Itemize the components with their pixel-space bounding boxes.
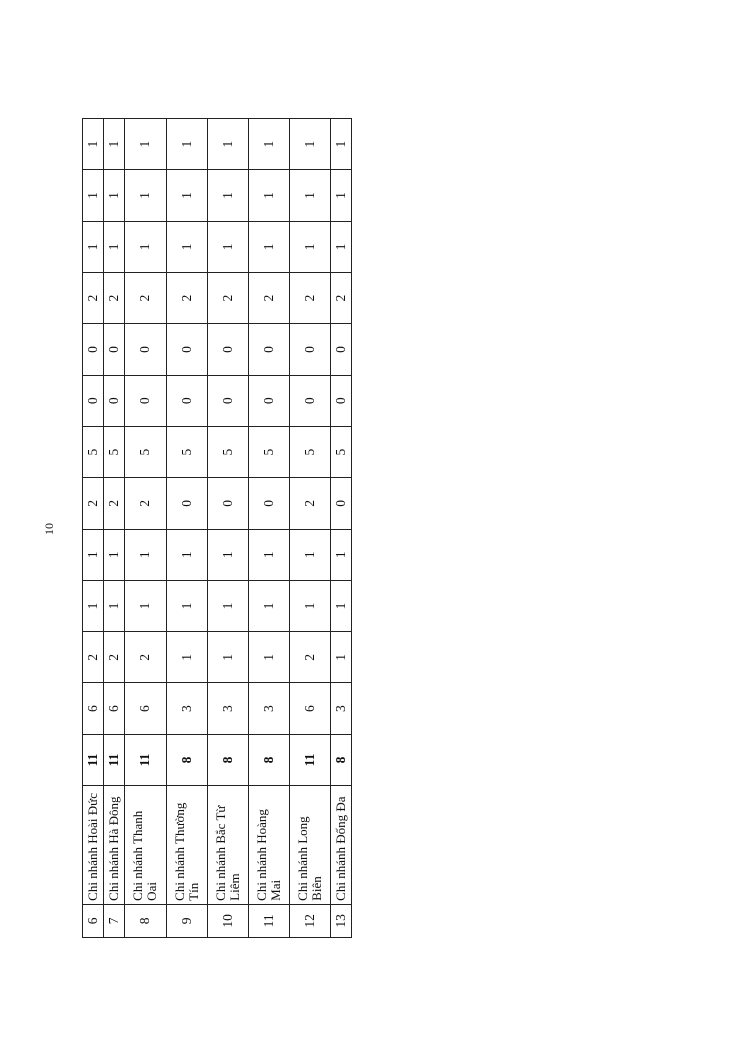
value-cell: 0 <box>83 324 104 375</box>
value-cell: 0 <box>166 375 207 426</box>
page-number: 10 <box>42 523 56 535</box>
value-cell: 1 <box>248 170 289 221</box>
value-cell: 0 <box>248 324 289 375</box>
value-cell: 0 <box>289 324 330 375</box>
table-row <box>248 119 289 938</box>
value-cell: 2 <box>166 272 207 323</box>
value-cell: 0 <box>125 324 166 375</box>
value-cell: 0 <box>248 478 289 529</box>
value-cell: 6 <box>83 683 104 734</box>
value-cell: 1 <box>207 632 248 683</box>
value-cell: 0 <box>83 375 104 426</box>
value-cell: 5 <box>104 426 125 477</box>
staff-table <box>82 118 352 938</box>
value-cell: 3 <box>166 683 207 734</box>
value-cell: 1 <box>83 119 104 170</box>
row-index-cell: 11 <box>248 904 289 937</box>
value-cell: 1 <box>166 221 207 272</box>
value-cell: 0 <box>330 324 351 375</box>
value-cell: 5 <box>248 426 289 477</box>
value-cell: 1 <box>104 529 125 580</box>
value-cell: 2 <box>125 478 166 529</box>
value-cell: 0 <box>207 324 248 375</box>
value-cell: 2 <box>289 632 330 683</box>
value-cell: 3 <box>207 683 248 734</box>
branch-name-cell: Chi nhánh Bắc Từ Liêm <box>207 786 248 905</box>
value-cell: 2 <box>125 632 166 683</box>
value-cell: 1 <box>330 580 351 631</box>
value-cell: 2 <box>104 632 125 683</box>
value-cell: 1 <box>104 580 125 631</box>
value-cell: 1 <box>330 632 351 683</box>
value-cell: 1 <box>125 529 166 580</box>
value-cell: 2 <box>83 632 104 683</box>
table-row <box>330 119 351 938</box>
value-cell: 1 <box>248 529 289 580</box>
total-value-cell: 8 <box>166 734 207 785</box>
value-cell: 0 <box>248 375 289 426</box>
value-cell: 2 <box>83 478 104 529</box>
branch-name-cell: Chi nhánh Đống Đa <box>330 786 351 905</box>
value-cell: 1 <box>330 170 351 221</box>
value-cell: 5 <box>207 426 248 477</box>
value-cell: 1 <box>330 529 351 580</box>
value-cell: 0 <box>289 375 330 426</box>
value-cell: 0 <box>104 324 125 375</box>
value-cell: 1 <box>289 221 330 272</box>
value-cell: 5 <box>330 426 351 477</box>
total-value-cell: 8 <box>207 734 248 785</box>
value-cell: 3 <box>248 683 289 734</box>
value-cell: 1 <box>166 119 207 170</box>
value-cell: 1 <box>207 580 248 631</box>
table-row <box>83 119 104 938</box>
table-row <box>207 119 248 938</box>
staff-table-container <box>82 118 352 938</box>
value-cell: 1 <box>248 119 289 170</box>
branch-name-cell: Chi nhánh Thường Tín <box>166 786 207 905</box>
value-cell: 1 <box>83 221 104 272</box>
value-cell: 0 <box>125 375 166 426</box>
table-row <box>104 119 125 938</box>
staff-table-body <box>83 119 352 938</box>
row-index-cell: 13 <box>330 904 351 937</box>
branch-name-cell: Chi nhánh Hà Đông <box>104 786 125 905</box>
branch-name-cell: Chi nhánh Hoài Đức <box>83 786 104 905</box>
value-cell: 1 <box>289 119 330 170</box>
value-cell: 6 <box>125 683 166 734</box>
value-cell: 1 <box>104 119 125 170</box>
value-cell: 1 <box>104 170 125 221</box>
value-cell: 1 <box>330 119 351 170</box>
value-cell: 2 <box>83 272 104 323</box>
value-cell: 0 <box>330 478 351 529</box>
branch-name-cell: Chi nhánh Long Biên <box>289 786 330 905</box>
value-cell: 6 <box>289 683 330 734</box>
value-cell: 2 <box>289 272 330 323</box>
total-value-cell: 11 <box>289 734 330 785</box>
value-cell: 1 <box>289 170 330 221</box>
value-cell: 0 <box>330 375 351 426</box>
total-value-cell: 8 <box>248 734 289 785</box>
value-cell: 0 <box>104 375 125 426</box>
value-cell: 1 <box>207 529 248 580</box>
total-value-cell: 8 <box>330 734 351 785</box>
value-cell: 2 <box>125 272 166 323</box>
value-cell: 1 <box>104 221 125 272</box>
value-cell: 1 <box>248 221 289 272</box>
table-row <box>166 119 207 938</box>
value-cell: 5 <box>125 426 166 477</box>
value-cell: 1 <box>166 529 207 580</box>
value-cell: 1 <box>166 170 207 221</box>
row-index-cell: 7 <box>104 904 125 937</box>
value-cell: 2 <box>330 272 351 323</box>
value-cell: 1 <box>207 119 248 170</box>
value-cell: 5 <box>289 426 330 477</box>
value-cell: 2 <box>104 272 125 323</box>
branch-name-cell: Chi nhánh Thanh Oai <box>125 786 166 905</box>
table-row <box>289 119 330 938</box>
value-cell: 2 <box>104 478 125 529</box>
row-index-cell: 9 <box>166 904 207 937</box>
value-cell: 1 <box>207 170 248 221</box>
value-cell: 5 <box>83 426 104 477</box>
value-cell: 2 <box>289 478 330 529</box>
value-cell: 1 <box>248 580 289 631</box>
value-cell: 1 <box>166 580 207 631</box>
value-cell: 2 <box>207 272 248 323</box>
table-row <box>125 119 166 938</box>
value-cell: 1 <box>83 170 104 221</box>
value-cell: 2 <box>248 272 289 323</box>
value-cell: 1 <box>125 221 166 272</box>
value-cell: 1 <box>248 632 289 683</box>
row-index-cell: 10 <box>207 904 248 937</box>
branch-name-cell: Chi nhánh Hoàng Mai <box>248 786 289 905</box>
value-cell: 1 <box>330 221 351 272</box>
value-cell: 1 <box>289 529 330 580</box>
row-index-cell: 6 <box>83 904 104 937</box>
value-cell: 1 <box>125 580 166 631</box>
value-cell: 1 <box>166 632 207 683</box>
total-value-cell: 11 <box>104 734 125 785</box>
row-index-cell: 12 <box>289 904 330 937</box>
value-cell: 1 <box>83 529 104 580</box>
value-cell: 1 <box>125 119 166 170</box>
total-value-cell: 11 <box>83 734 104 785</box>
value-cell: 3 <box>330 683 351 734</box>
value-cell: 0 <box>166 478 207 529</box>
value-cell: 1 <box>289 580 330 631</box>
value-cell: 1 <box>83 580 104 631</box>
value-cell: 5 <box>166 426 207 477</box>
value-cell: 1 <box>207 221 248 272</box>
row-index-cell: 8 <box>125 904 166 937</box>
total-value-cell: 11 <box>125 734 166 785</box>
value-cell: 0 <box>207 375 248 426</box>
value-cell: 0 <box>207 478 248 529</box>
value-cell: 1 <box>125 170 166 221</box>
value-cell: 6 <box>104 683 125 734</box>
value-cell: 0 <box>166 324 207 375</box>
